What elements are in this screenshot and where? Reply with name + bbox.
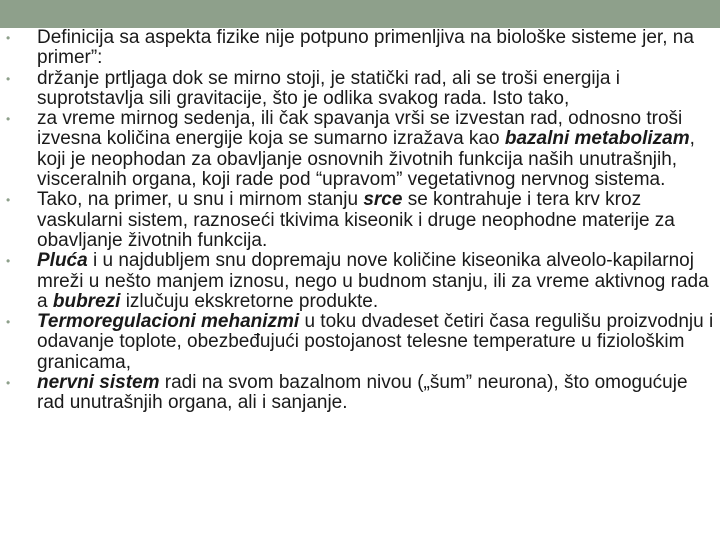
bullet-item — [6, 312, 714, 373]
bullet-text: Definicija sa aspekta fizike nije potpuno primenljiva na biološke sisteme jer, na primer”: — [37, 27, 694, 69]
bullet-dot-icon: • — [6, 315, 11, 330]
keyword-emphasis: Termoregulacioni mehanizmi — [37, 311, 300, 333]
bullet-text: držanje prtljaga dok se mirno stoji, je statički rad, ali se troši energija i suprotstavlja sili gravitacije, što je odlika svakog rada. Isto tako, — [37, 67, 620, 109]
bullet-text: za vreme mirnog sedenja, ili čak spavanja vrši se izvestan rad, odnosno troši izvesna količina energije koja se sumarno izražava kao bazalni metabolizam, koji je neophodan za obavljanje osnovnih životnih funkcija naših unutrašnjih, visceralnih organa, koji rade pod “upravom” vegetativnog nervnog sistema. — [37, 108, 695, 191]
slide-content — [0, 28, 720, 540]
keyword-emphasis: nervni sistem — [37, 372, 160, 394]
keyword-emphasis: srce — [363, 189, 403, 211]
bullet-item — [6, 28, 714, 69]
bullet-dot-icon: • — [6, 376, 11, 391]
bullet-item — [6, 251, 714, 312]
bullet-item — [6, 109, 714, 190]
bullet-dot-icon: • — [6, 71, 11, 86]
bullet-text: nervni sistem radi na svom bazalnom nivou („šum” neurona), što omogućuje rad unutrašnjih organa, ali i sanjanje. — [37, 372, 688, 414]
keyword-emphasis: bubrezi — [52, 290, 121, 312]
bullet-dot-icon: • — [6, 254, 11, 269]
bullet-item — [6, 373, 714, 414]
header-accent-band — [0, 0, 720, 28]
bullet-item — [6, 69, 714, 110]
bullet-dot-icon: • — [6, 31, 11, 45]
bullet-text: Tako, na primer, u snu i mirnom stanju srce se kontrahuje i tera krv kroz vaskularni sistem, raznoseći tkivima kiseonik i druge neophodne materije za obavljanje životnih funkcija. — [37, 189, 675, 251]
bullet-list — [6, 28, 714, 414]
bullet-text: Pluća i u najdubljem snu dopremaju nove količine kiseonika alveolo-kapilarnoj mreži u nešto manjem iznosu, nego u budnom stanju, ili za vreme aktivnog rada a bubrezi izlučuju ekskretorne produkte. — [37, 250, 709, 312]
bullet-dot-icon: • — [6, 112, 11, 127]
keyword-emphasis: Pluća — [37, 250, 88, 272]
bullet-dot-icon: • — [6, 193, 11, 208]
keyword-emphasis: bazalni metabolizam — [504, 128, 690, 150]
bullet-text: Termoregulacioni mehanizmi u toku dvadeset četiri časa regulišu proizvodnju i odavanje toplote, obezbeđujući postojanost telesne temperature u fiziološkim granicama, — [37, 311, 714, 373]
bullet-item — [6, 190, 714, 251]
